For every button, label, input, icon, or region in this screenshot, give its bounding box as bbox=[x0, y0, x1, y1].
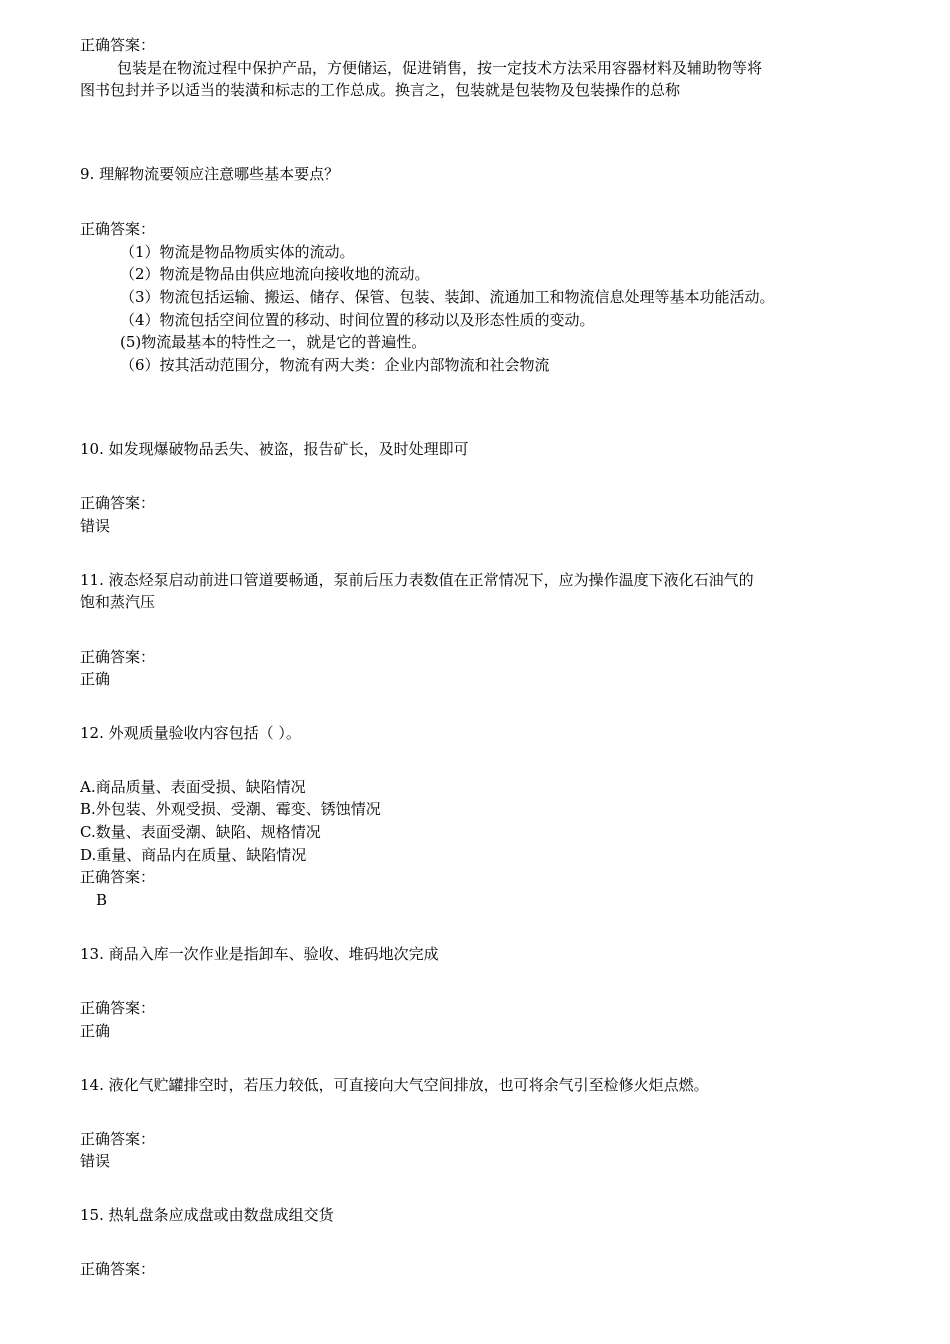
question-12: 12. 外观质量验收内容包括（ ）。 bbox=[80, 724, 301, 742]
question-11-cont: 饱和蒸汽压 bbox=[80, 593, 156, 611]
answer-label: 正确答案： bbox=[80, 1130, 156, 1148]
question-9: 9. 理解物流要领应注意哪些基本要点？ bbox=[80, 165, 340, 183]
answer-label: 正确答案： bbox=[80, 1260, 156, 1278]
answer-point: （3）物流包括运输、搬运、储存、保管、包装、装卸、流通加工和物流信息处理等基本功能活动。 bbox=[120, 288, 775, 306]
question-13: 13. 商品入库一次作业是指卸车、验收、堆码地次完成 bbox=[80, 945, 439, 963]
answer-point: (5)物流最基本的特性之一，就是它的普遍性。 bbox=[120, 333, 427, 351]
answer-value: 正确 bbox=[80, 1022, 111, 1040]
answer-value: B bbox=[96, 891, 108, 909]
option-c: C.数量、表面受潮、缺陷、规格情况 bbox=[80, 823, 321, 841]
question-11: 11. 液态烃泵启动前进口管道要畅通，泵前后压力表数值在正常情况下，应为操作温度下液化石油气的 bbox=[80, 571, 754, 589]
answer-label: 正确答案： bbox=[80, 648, 156, 666]
answer-point: （6）按其活动范围分，物流有两大类：企业内部物流和社会物流 bbox=[120, 356, 550, 374]
answer-label: 正确答案： bbox=[80, 220, 156, 238]
answer-value: 错误 bbox=[80, 517, 111, 535]
answer-point: （1）物流是物品物质实体的流动。 bbox=[120, 243, 355, 261]
answer-value: 正确 bbox=[80, 670, 111, 688]
answer-text: 图书包封并予以适当的装潢和标志的工作总成。换言之，包装就是包装物及包装操作的总称 bbox=[80, 81, 681, 99]
answer-label: 正确答案： bbox=[80, 494, 156, 512]
answer-label: 正确答案： bbox=[80, 999, 156, 1017]
answer-label: 正确答案： bbox=[80, 36, 156, 54]
option-b: B.外包装、外观受损、受潮、霉变、锈蚀情况 bbox=[80, 800, 381, 818]
answer-point: （4）物流包括空间位置的移动、时间位置的移动以及形态性质的变动。 bbox=[120, 311, 595, 329]
option-d: D.重量、商品内在质量、缺陷情况 bbox=[80, 846, 307, 864]
question-15: 15. 热轧盘条应成盘或由数盘成组交货 bbox=[80, 1206, 334, 1224]
answer-point: （2）物流是物品由供应地流向接收地的流动。 bbox=[120, 265, 430, 283]
question-14: 14. 液化气贮罐排空时，若压力较低，可直接向大气空间排放，也可将余气引至检修火炬点燃。 bbox=[80, 1076, 709, 1094]
answer-label: 正确答案： bbox=[80, 868, 156, 886]
question-10: 10. 如发现爆破物品丢失、被盗，报告矿长，及时处理即可 bbox=[80, 440, 469, 458]
answer-value: 错误 bbox=[80, 1152, 111, 1170]
option-a: A.商品质量、表面受损、缺陷情况 bbox=[80, 778, 306, 796]
answer-text: 包装是在物流过程中保护产品，方便储运，促进销售，按一定技术方法采用容器材料及辅助物等将 bbox=[117, 59, 763, 77]
